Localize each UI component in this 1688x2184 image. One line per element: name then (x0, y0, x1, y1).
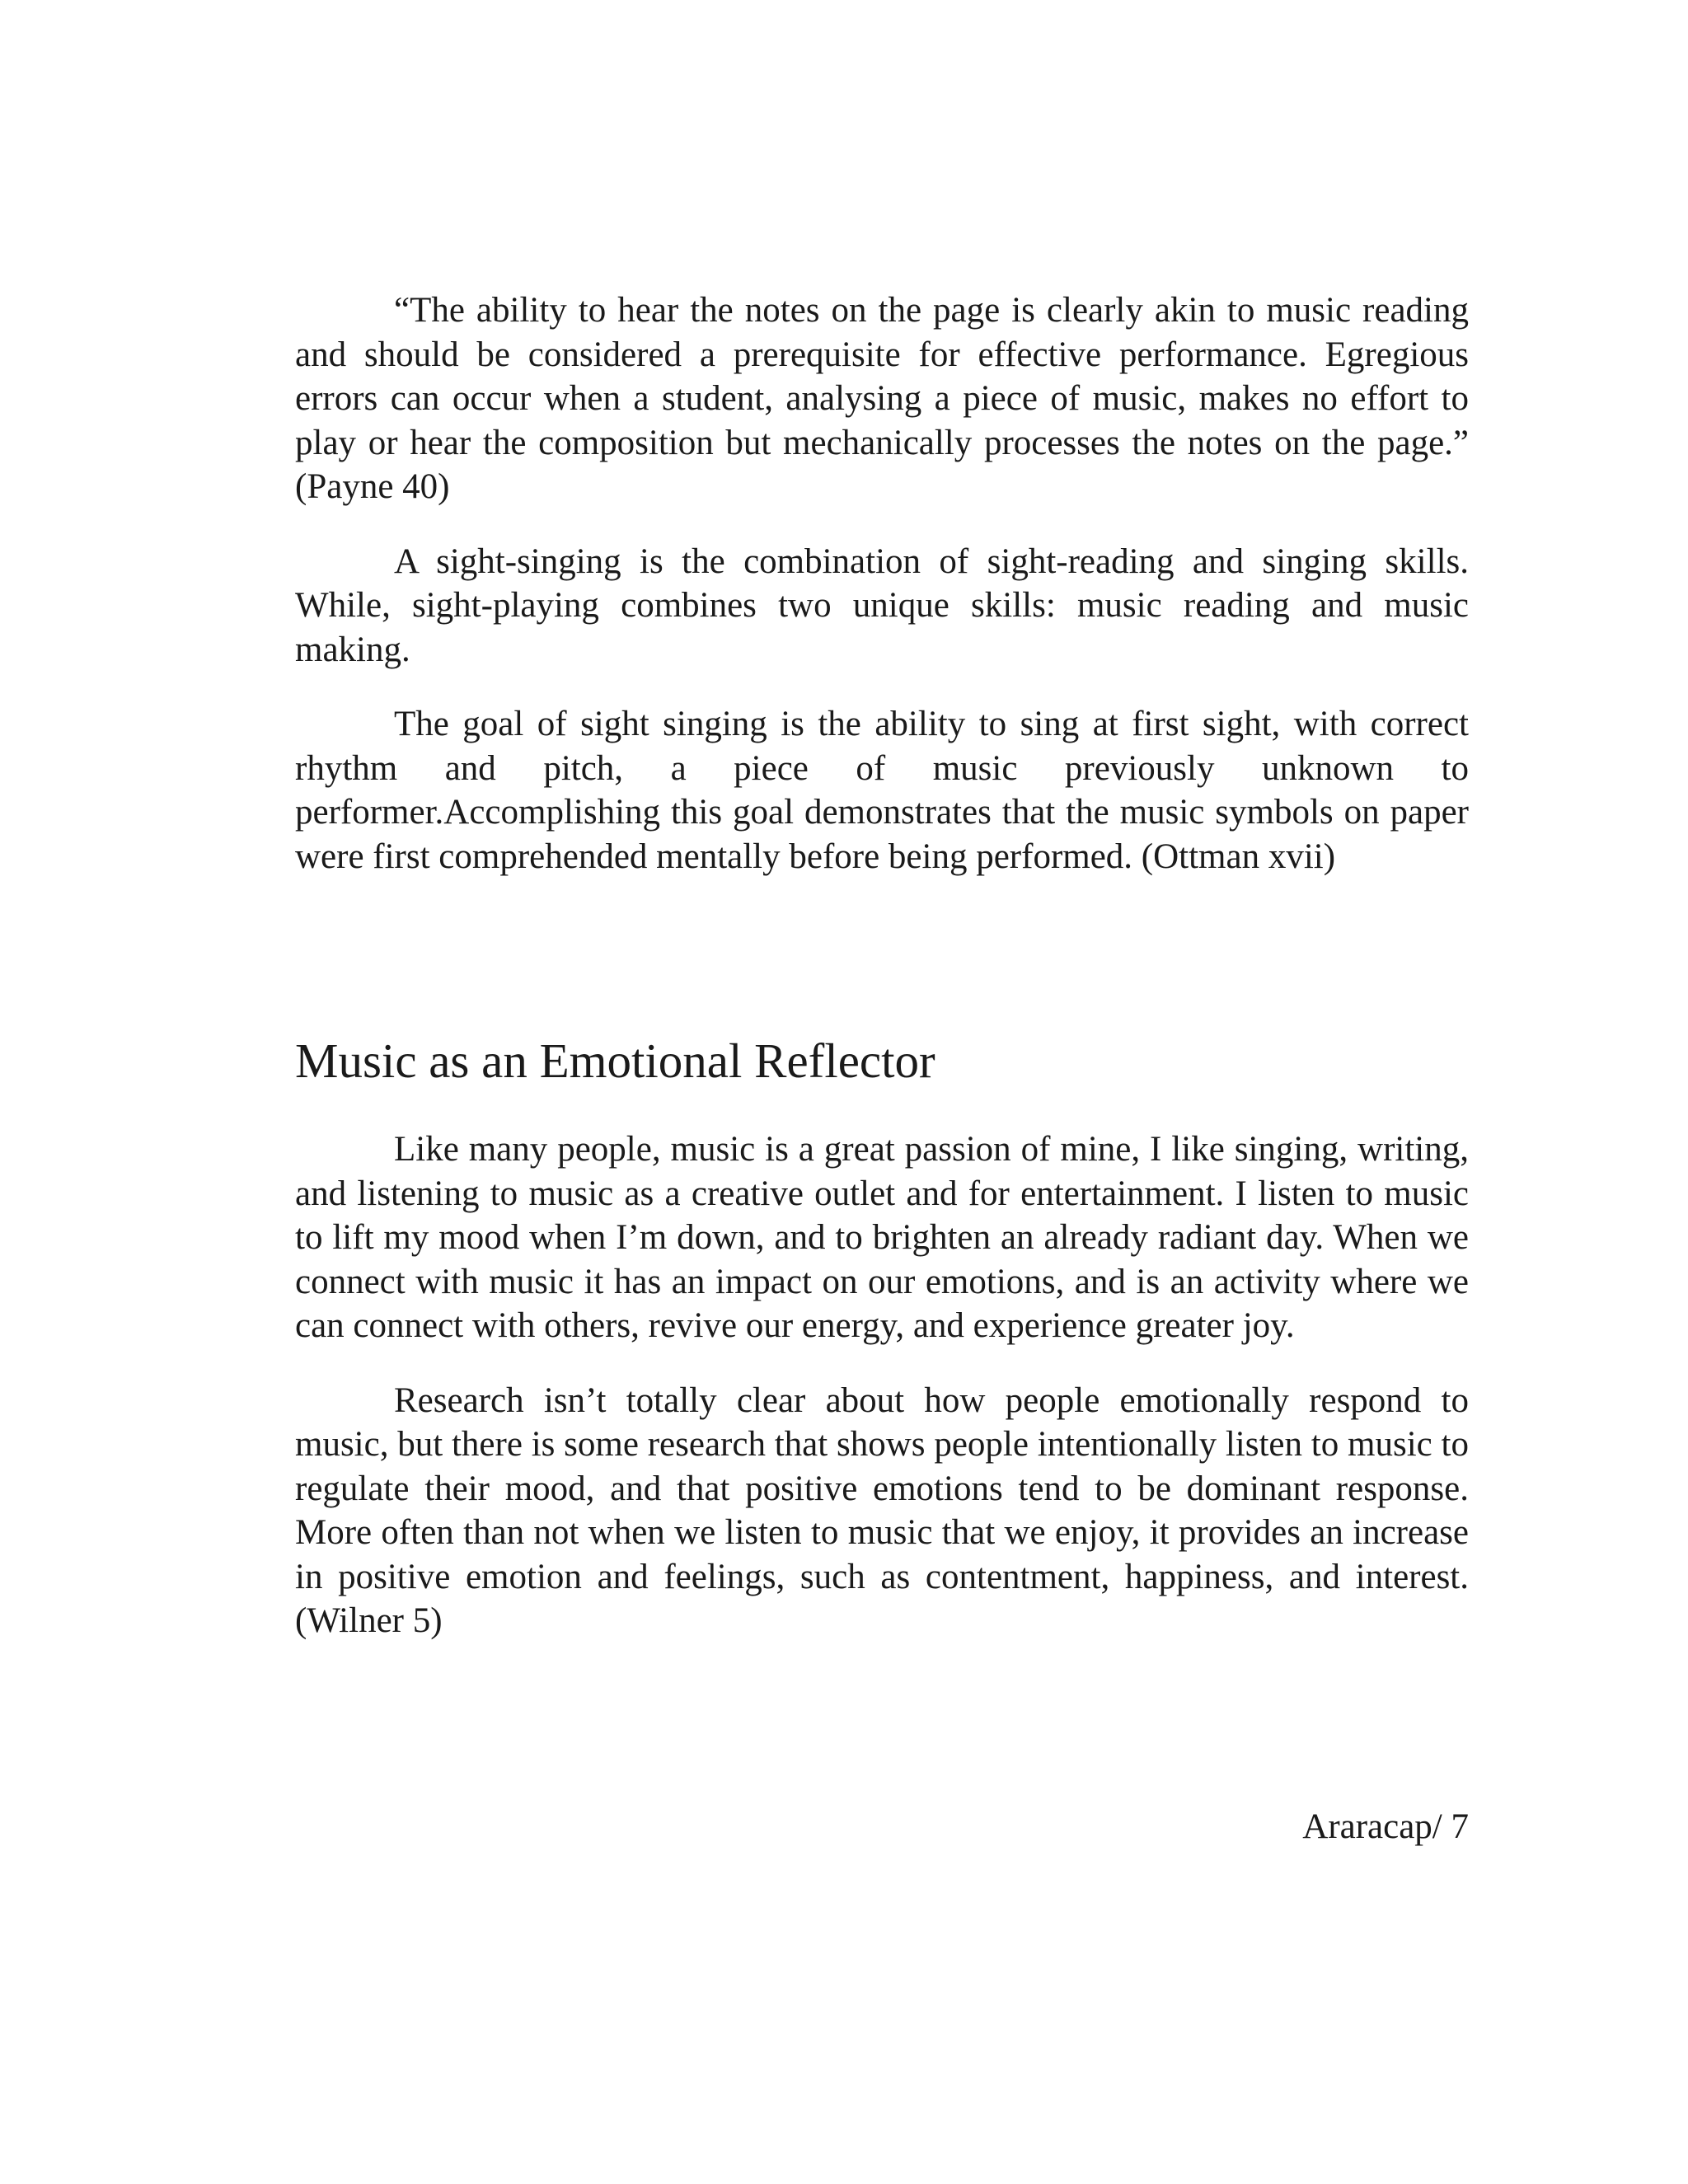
intro-section (295, 288, 1469, 879)
quote-paragraph-payne: “The ability to hear the notes on the page is clearly akin to music reading and should be considered a prerequisite for effective performance. Egregious errors can occur when a student, analysing a piece of music, makes no effort to play or hear the composition but mechanically processes the notes on the page.” (Payne 40) (295, 291, 1469, 506)
paragraph-goal-ottman: The goal of sight singing is the ability to sing at first sight, with correct rhythm and pitch, a piece of music previously unknown to performer.Accomplishing this goal demonstrates that the music symbols on paper were first comprehended mentally before being performed. (Ottman xvii) (295, 705, 1469, 876)
page-footer: Araracap/ 7 (1302, 1807, 1469, 1846)
paragraph-sight-singing: A sight-singing is the combination of sight-reading and singing skills. While, sight-playing combines two unique skills: music reading and music making. (295, 541, 1469, 669)
paragraph-passion: Like many people, music is a great passion of mine, I like singing, writing, and listening to music as a creative outlet and for entertainment. I listen to music to lift my mood when I’m down, and to brighten an already radiant day. When we connect with music it has an impact on our emotions, and is an activity where we can connect with others, revive our energy, and experience greater joy. (295, 1130, 1469, 1345)
emotional-reflector-section (295, 1127, 1469, 1643)
section-heading: Music as an Emotional Reflector (295, 1033, 935, 1088)
section-heading-block (295, 1032, 1469, 1090)
paragraph-research-wilner: Research isn’t totally clear about how people emotionally respond to music, but there is some research that shows people intentionally listen to music to regulate their mood, and that positive emotions tend to be dominant response. More often than not when we listen to music that we enjoy, it provides an increase in positive emotion and feelings, such as contentment, happiness, and interest. (Wilner 5) (295, 1380, 1469, 1640)
